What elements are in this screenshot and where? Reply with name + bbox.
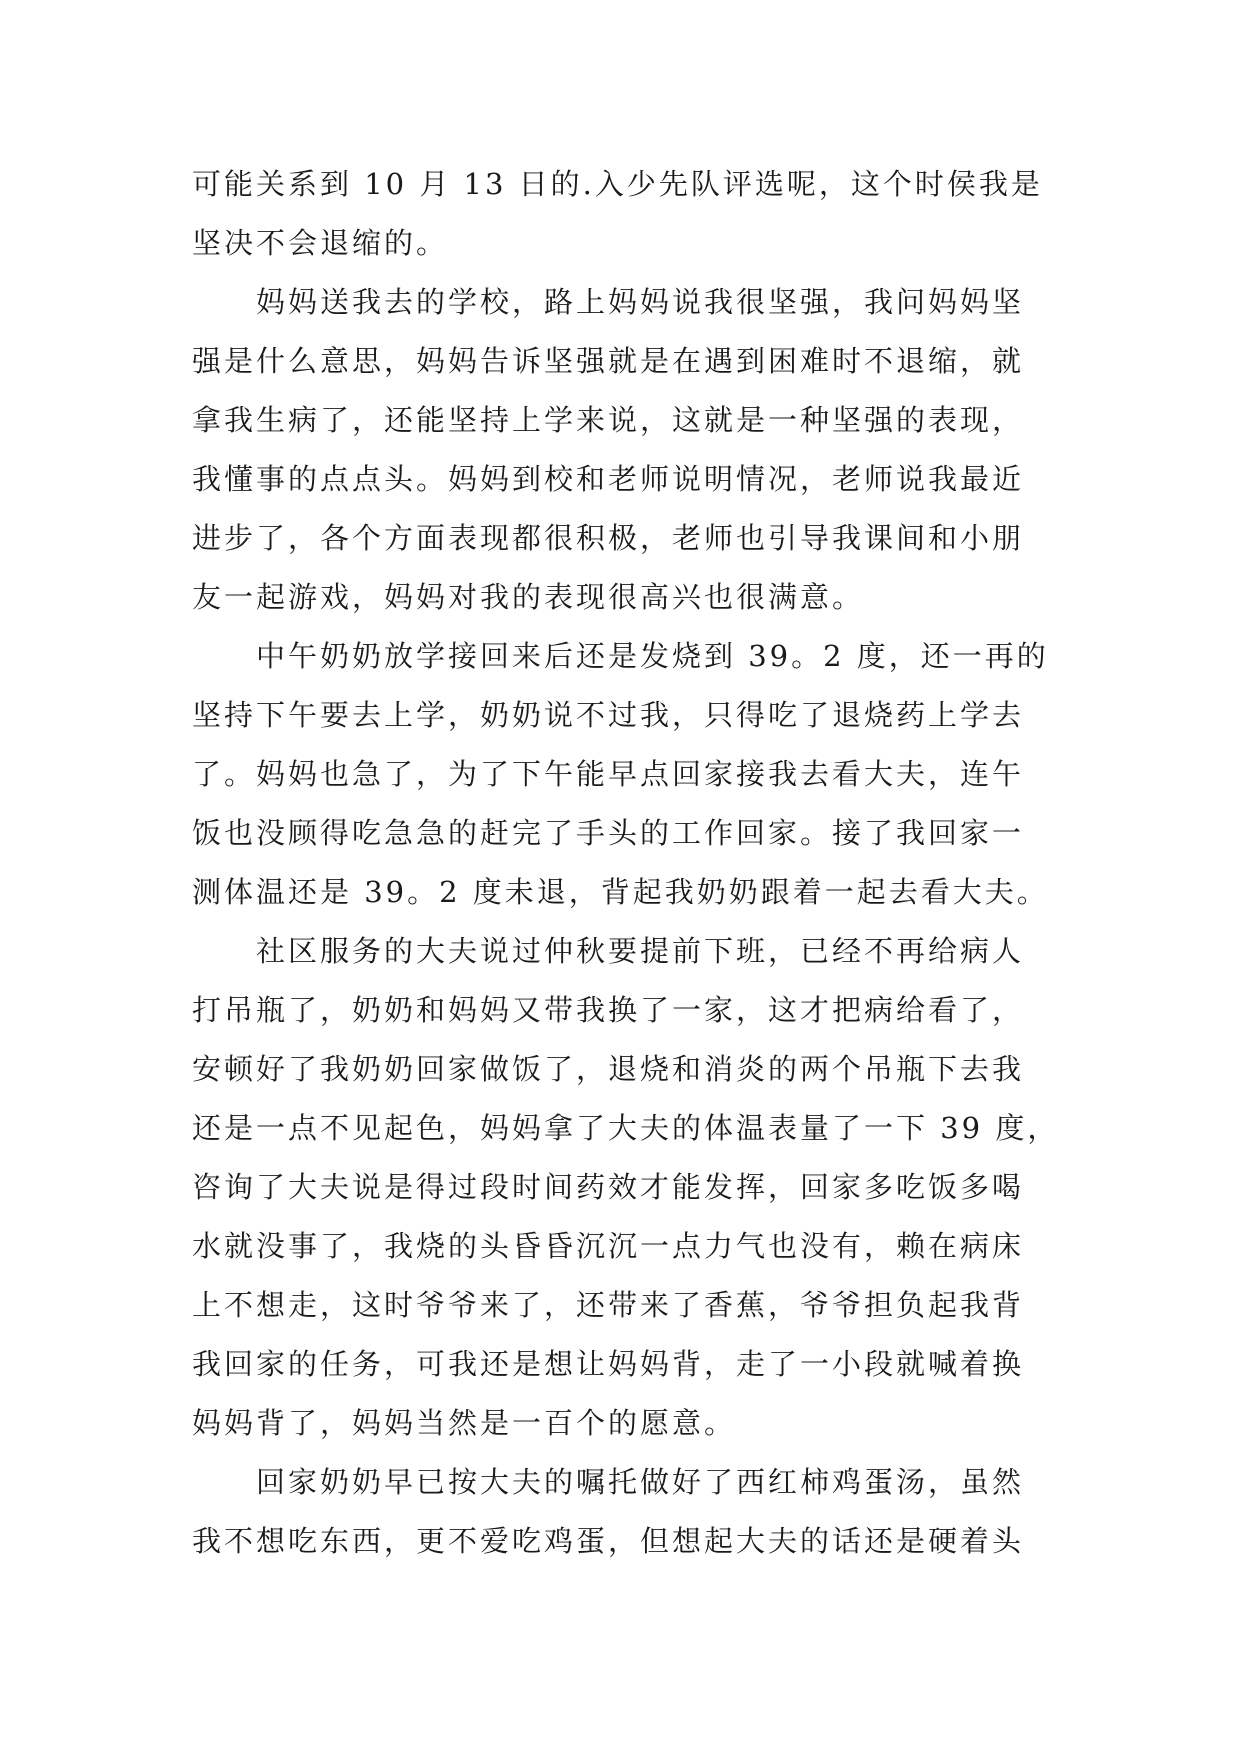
paragraph-2: [192, 273, 1062, 627]
text-line: 友一起游戏，妈妈对我的表现很高兴也很满意。: [192, 580, 865, 614]
text-line: 我不想吃东西，更不爱吃鸡蛋，但想起大夫的话还是硬着头: [192, 1524, 1025, 1558]
paragraph-1: [192, 155, 1062, 273]
text-line: 还是一点不见起色，妈妈拿了大夫的体温表量了一下 39 度，: [192, 1111, 1060, 1145]
text-line: 水就没事了，我烧的头昏昏沉沉一点力气也没有，赖在病床: [192, 1229, 1025, 1263]
paragraph-3: [192, 627, 1062, 922]
text-line: 坚决不会退缩的。: [192, 226, 449, 260]
text-line: 咨询了大夫说是得过段时间药效才能发挥，回家多吃饭多喝: [192, 1170, 1025, 1204]
paragraph-4: [192, 922, 1062, 1453]
text-line: 上不想走，这时爷爷来了，还带来了香蕉，爷爷担负起我背: [192, 1288, 1025, 1322]
text-line: 打吊瓶了，奶奶和妈妈又带我换了一家，这才把病给看了，: [192, 993, 1025, 1027]
text-line: 了。妈妈也急了，为了下午能早点回家接我去看大夫，连午: [192, 757, 1025, 791]
text-line: 妈妈背了，妈妈当然是一百个的愿意。: [192, 1406, 737, 1440]
text-line: 社区服务的大夫说过仲秋要提前下班，已经不再给病人: [256, 934, 1025, 968]
text-line: 安顿好了我奶奶回家做饭了，退烧和消炎的两个吊瓶下去我: [192, 1052, 1025, 1086]
text-line: 中午奶奶放学接回来后还是发烧到 39。2 度，还一再的: [256, 639, 1049, 673]
text-line: 饭也没顾得吃急急的赶完了手头的工作回家。接了我回家一: [192, 816, 1025, 850]
document-body: [192, 155, 1062, 1571]
text-line: 进步了，各个方面表现都很积极，老师也引导我课间和小朋: [192, 521, 1025, 555]
text-line: 回家奶奶早已按大夫的嘱托做好了西红柿鸡蛋汤，虽然: [256, 1465, 1025, 1499]
text-line: 强是什么意思，妈妈告诉坚强就是在遇到困难时不退缩，就: [192, 344, 1025, 378]
text-line: 坚持下午要去上学，奶奶说不过我，只得吃了退烧药上学去: [192, 698, 1025, 732]
text-line: 妈妈送我去的学校，路上妈妈说我很坚强，我问妈妈坚: [256, 285, 1025, 319]
text-line: 拿我生病了，还能坚持上学来说，这就是一种坚强的表现，: [192, 403, 1025, 437]
text-line: 我懂事的点点头。妈妈到校和老师说明情况，老师说我最近: [192, 462, 1025, 496]
paragraph-5: [192, 1453, 1062, 1571]
text-line: 我回家的任务，可我还是想让妈妈背，走了一小段就喊着换: [192, 1347, 1025, 1381]
text-line: 测体温还是 39。2 度未退，背起我奶奶跟着一起去看大夫。: [192, 875, 1049, 909]
text-line: 可能关系到 10 月 13 日的.入少先队评选呢，这个时侯我是: [192, 167, 1043, 201]
